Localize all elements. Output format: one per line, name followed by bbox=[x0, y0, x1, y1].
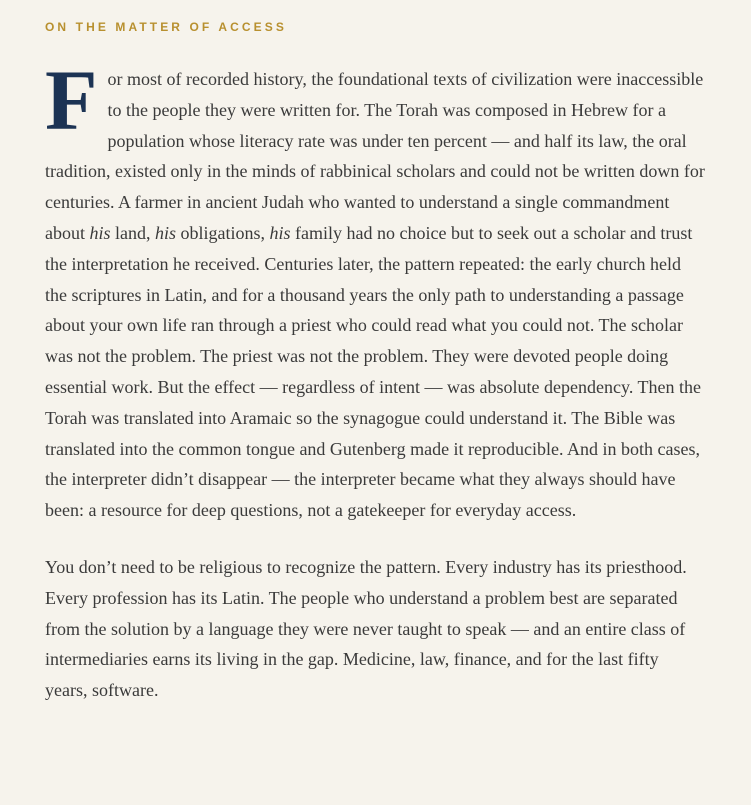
paragraph-2: You don’t need to be religious to recognize the pattern. Every industry has its priesthood. Every profession has its Latin. The people who understand a problem best are separated from the solution by a language they were never taught to speak — and an entire class of intermediaries earns its living in the gap. Medicine, law, finance, and for the last fifty years, software. bbox=[45, 556, 687, 701]
drop-cap: F bbox=[45, 52, 98, 148]
paragraph-1 bbox=[45, 52, 705, 526]
emphasis-his-1: his bbox=[89, 222, 111, 243]
paragraph-1-text-2: land, bbox=[110, 222, 156, 243]
emphasis-his-2: his bbox=[155, 222, 177, 243]
paragraph-1-text-4: family had no choice but to seek out a scholar and trust the interpretation he received. Centuries later, the pattern repeated: the early church held the scriptures in Latin, and for a thousand years the only path to understanding a passage about your own life ran through a priest who could read what you could not. The scholar was not the problem. The priest was not the problem. They were devoted people doing essential work. But the effect — regardless of intent — was absolute dependency. Then the Torah was translated into Aramaic so the synagogue could understand it. The Bible was translated into the common tongue and Gutenberg made it reproducible. And in both cases, the interpreter didn’t disappear — the interpreter became what they always should have been: a resource for deep questions, not a gatekeeper for everyday access. bbox=[45, 222, 701, 521]
emphasis-his-3: his bbox=[269, 222, 291, 243]
article bbox=[45, 0, 705, 706]
section-eyebrow: ON THE MATTER OF ACCESS bbox=[45, 20, 287, 34]
paragraph-1-text-3: obligations, bbox=[176, 222, 270, 243]
paragraph-1-text-1: or most of recorded history, the foundational texts of civilization were inaccessible to the people they were written for. The Torah was composed in Hebrew for a population whose literacy rate was under ten percent — and half its law, the oral tradition, existed only in the minds of rabbinical scholars and could not be written down for centuries. A farmer in ancient Judah who wanted to understand a single commandment about bbox=[45, 69, 705, 243]
